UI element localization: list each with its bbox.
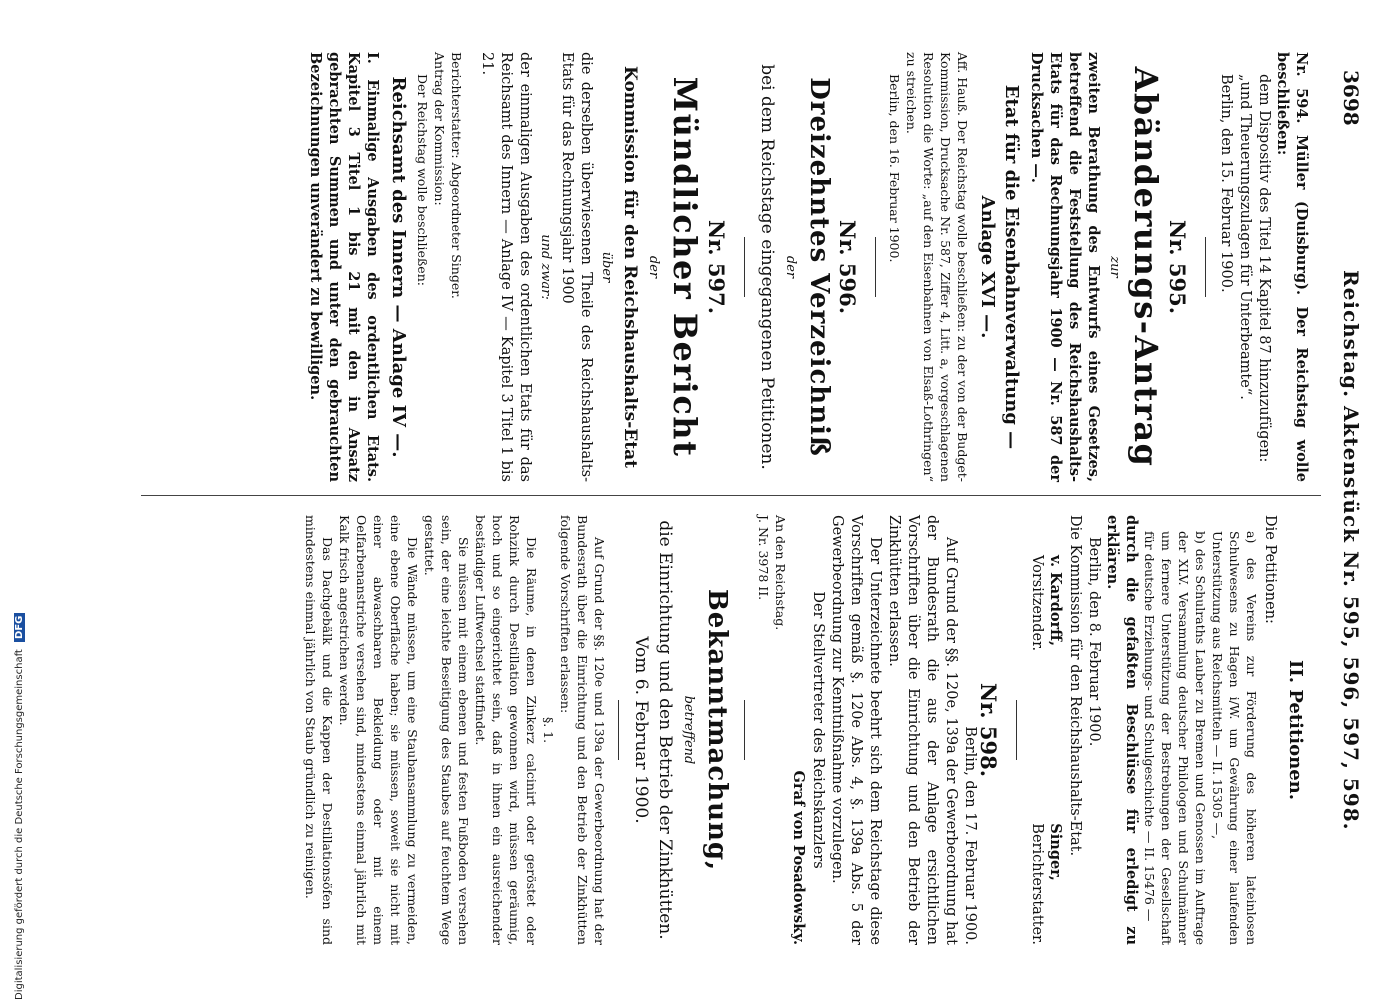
petitions-date: Berlin, den 8. Februar 1900. <box>1086 537 1102 747</box>
announcement-text: Die Wände müssen, um eine Staubansammlung zu vermeiden, eine ebene Oberfläche haben; sie müssen, soweit sie nicht mit einer abwaschbaren Bekleidung oder mit einem Oelfarbenanstriche versehen sind, mindestens einmal jährlich mit Kalk frisch angestrichen werden. <box>337 515 420 945</box>
section-595-title: Abänderungs-Antrag <box>1127 66 1165 468</box>
section-597-subtitle: Kommission für den Reichshaushalts-Etat <box>620 66 640 468</box>
section-597-body2: der einmaligen Ausgaben des ordentlichen Etats für das Reichsamt des Innern — Anlage IV — Kapitel 3 Titel 1 bis 21. <box>479 52 533 482</box>
signature-block <box>1027 515 1065 945</box>
motion-594-text: dem Dispositiv des Titel 14 Kapitel 87 hinzuzufügen: <box>1256 74 1272 463</box>
section-595-heading: Etat für die Eisenbahnverwaltung — Anlage XVI —. <box>977 84 1022 450</box>
announcement-paragraph-1: §. 1. <box>541 716 556 744</box>
section-598-number: Nr. 598. <box>976 682 1001 778</box>
running-title: Reichstag. Aktenstück Nr. 595, 596, 597, 598. <box>1339 270 1363 831</box>
signature-reporter <box>1027 823 1065 945</box>
section-596-der: der <box>783 255 798 279</box>
section-rule <box>618 700 619 760</box>
petition-item-a: a) des Vereins zur Förderung des höheren lateinlosen Schulwesens zu Hagen i/W. um Gewährung einer laufenden Unterstützung aus Reichsmitteln — II. 15305 —, <box>1210 531 1259 945</box>
signature-name: v. Kardorff, <box>1047 555 1064 647</box>
section-598-body: Auf Grund der §§. 120e, 139a der Gewerbeordnung hat der Bundesrath die aus der Anlage ersichtlichen Vorschriften über die Einrichtung und den Betrieb der Zinkhütten erlassen. <box>886 515 959 945</box>
digitization-text: Digitalisierung gefördert durch die Deutsche Forschungsgemeinschaft <box>14 649 25 1000</box>
document-page <box>83 0 1383 1000</box>
section-596-number: Nr. 596. <box>835 219 860 315</box>
announcement-text: Das Dachgebälk und die Kappen der Destillationsöfen sind mindestens einmal jährlich von Staub gründlich zu reinigen. <box>303 515 335 945</box>
petitions-commission: Die Kommission für den Reichshaushalts-Etat. <box>1067 515 1083 857</box>
section-597-number: Nr. 597. <box>704 219 729 315</box>
signature-role: Vorsitzender. <box>1029 555 1045 652</box>
section-595-date: Berlin, den 16. Februar 1900. <box>887 74 902 263</box>
section-596-title: Dreizehntes Verzeichniß <box>804 77 834 457</box>
section-rule <box>1205 237 1206 297</box>
section-597-der: der <box>646 255 661 279</box>
column-divider <box>141 495 1321 496</box>
announcement-intro: Auf Grund der §§. 120e und 139a der Gewerbeordnung hat der Bundesrath über die Einrichtung und den Betrieb der Zinkhütten folgende Vorschriften erlassen: <box>558 515 607 945</box>
motion-594-date: Berlin, den 15. Februar 1900. <box>1218 74 1234 293</box>
section-598-ref: J. Nr. 3978 II. <box>756 515 771 601</box>
announcement-subject: die Einrichtung und den Betrieb der Zinkhütten. <box>655 520 675 940</box>
section-597-title: Mündlicher Bericht <box>666 76 704 458</box>
section-596-subtitle: bei dem Reichstage eingegangenen Petitionen. <box>757 64 777 470</box>
signature-name: Singer, <box>1047 823 1064 881</box>
section-595-body: zweiten Berathung des Entwurfs eines Gesetzes, betreffend die Feststellung des Reichshaushalts-Etats für das Rechnungsjahr 1900 — Nr. 587 der Drucksachen —. <box>1028 52 1102 482</box>
section-rule <box>875 237 876 297</box>
page-header <box>1327 70 1365 980</box>
section-598-date: Berlin, den 17. Februar 1900. <box>962 726 978 945</box>
page-number: 3698 <box>1339 70 1363 126</box>
petition-item-b: b) des Schulraths Lauber zu Bremen und Genossen im Auftrage der XLV. Versammlung deutscher Philologen und Schulmänner um fernere Unterstützung der Bestrebungen der Gesellschaft für deutsche Erziehungs- und Schulgeschichte — II. 15476 — <box>1142 531 1208 945</box>
section-595-zur: zur <box>1107 256 1122 278</box>
right-column <box>302 515 1311 945</box>
section-597-heading: Reichsamt des Innern — Anlage IV —. <box>388 76 409 458</box>
dfg-logo: DFG <box>14 613 25 642</box>
section-597-antrag: Antrag der Kommission: <box>432 52 447 206</box>
section-598-name: Graf von Posadowsky. <box>790 770 807 945</box>
announcement-text: Die Räume, in denen Zinkerz calcinirt oder geröstet oder Rohzink durch Destillation gewonnen wird, müssen geräumig, hoch und so eingerichtet sein, daß in ihnen ein ausreichender beständiger Luftwechsel stattfindet. <box>473 515 539 945</box>
section-598-addressee: An den Reichstag. <box>773 515 788 631</box>
motion-594-quote: „und Theuerungszulagen für Unterbeamte“. <box>1237 74 1253 400</box>
section-595-number: Nr. 595. <box>1165 219 1190 315</box>
signature-chair <box>1027 555 1065 651</box>
announcement-text: Sie müssen mit einem ebenen und festen Fußboden versehen sein, der eine leichte Beseitigung des Staubes auf feuchtem Wege gestattet. <box>422 515 471 945</box>
section-597-item: I. Einmalige Ausgaben des ordentlichen Etats. Kapitel 3 Titel 1 bis 21 mit den in Ansatz gebrachten Summen und unter den gebrauchten Bezeichnungen unverändert zu bewilligen. <box>307 52 381 482</box>
section-597-und-zwar: und zwar: <box>538 234 553 300</box>
section-rule <box>744 700 745 760</box>
announcement-date: Vom 6. Februar 1900. <box>631 636 651 824</box>
section-rule <box>1016 700 1017 760</box>
section-598-body2: Der Unterzeichnete beehrt sich dem Reichstage diese Vorschriften gemäß §. 120e Abs. 4, §. 139a Abs. 5 der Gewerbeordnung zur Kenntnißnahme vorzulegen. <box>829 515 883 945</box>
section-597-berichterstatter: Berichterstatter: Abgeordneter Singer. <box>449 52 464 299</box>
petitions-intro: Die Petitionen: <box>1262 515 1278 624</box>
section-597-beschliessen: Der Reichstag wolle beschließen: <box>415 74 430 286</box>
section-rule <box>744 237 745 297</box>
left-column <box>306 52 1311 482</box>
signature-role: Berichterstatter. <box>1029 823 1045 945</box>
section-597-body: die derselben überwiesenen Theile des Reichshaushalts-Etats für das Rechnungsjahr 1900 <box>559 52 594 482</box>
petitions-heading: II. Petitionen. <box>1285 659 1306 801</box>
section-595-motion: Aff. Hauß. Der Reichstag wolle beschließen: zu der von der Budget-Kommission, Drucksache Nr. 587, Ziffer 4, Litt. a, vorgeschlagenen Resolution die Worte: „auf den Eisenbahnen von Elsaß-Lothringen“ zu streichen. <box>904 52 970 482</box>
section-598-deputy: Der Stellvertreter des Reichskanzlers <box>810 591 826 869</box>
announcement-betreffend: betreffend <box>681 695 696 765</box>
announcement-title: Bekanntmachung, <box>702 588 732 872</box>
petitions-result: durch die gefaßten Beschlüsse für erledigt zu erklären. <box>1104 515 1140 945</box>
section-597-ueber: über <box>599 251 614 283</box>
digitization-note <box>14 10 25 1000</box>
motion-594-line: Nr. 594. Müller (Duisburg). Der Reichstag wolle beschließen: <box>1274 52 1310 482</box>
